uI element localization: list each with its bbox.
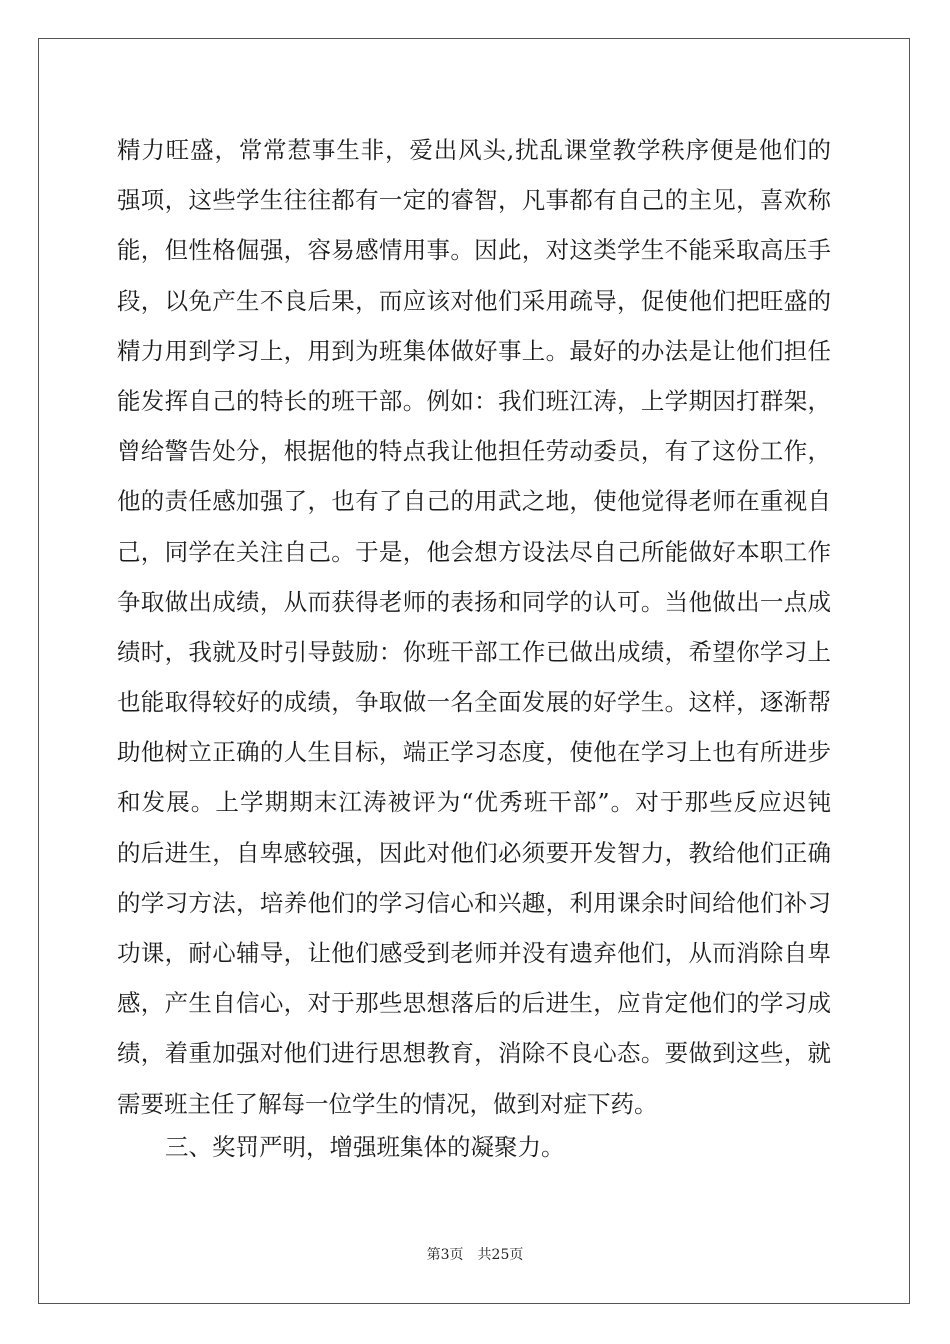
paragraph-line: 和发展。上学期期末江涛被评为“优秀班干部”。对于那些反应迟钝 — [117, 788, 831, 817]
paragraph-line: 能，但性格倔强，容易感情用事。因此，对这类学生不能采取高压手 — [117, 236, 831, 265]
paragraph-line: 能发挥自己的特长的班干部。例如：我们班江涛，上学期因打群架， — [117, 386, 831, 415]
paragraph-line: 绩时，我就及时引导鼓励：你班干部工作已做出成绩，希望你学习上 — [117, 637, 831, 666]
paragraph-line: 也能取得较好的成绩，争取做一名全面发展的好学生。这样，逐渐帮 — [117, 688, 831, 717]
paragraph-line: 强项，这些学生往往都有一定的睿智，凡事都有自己的主见，喜欢称 — [117, 186, 831, 215]
body-paragraph — [117, 125, 831, 1129]
section-heading: 三、奖罚严明，增强班集体的凝聚力。 — [165, 1133, 565, 1161]
paragraph-line: 助他树立正确的人生目标，端正学习态度，使他在学习上也有所进步 — [117, 738, 831, 767]
page-total: 共25页 — [477, 1247, 524, 1263]
paragraph-line: 争取做出成绩，从而获得老师的表扬和同学的认可。当他做出一点成 — [117, 587, 831, 616]
paragraph-line: 己，同学在关注自己。于是，他会想方设法尽自己所能做好本职工作 — [117, 537, 831, 566]
page-number: 第3页 — [426, 1247, 464, 1263]
paragraph-line: 需要班主任了解每一位学生的情况，做到对症下药。 — [117, 1089, 658, 1118]
paragraph-line: 的学习方法，培养他们的学习信心和兴趣，利用课余时间给他们补习 — [117, 888, 831, 917]
paragraph-line: 精力用到学习上，用到为班集体做好事上。最好的办法是让他们担任 — [117, 336, 831, 365]
paragraph-line: 他的责任感加强了，也有了自己的用武之地，使他觉得老师在重视自 — [117, 487, 831, 516]
paragraph-line: 功课，耐心辅导，让他们感受到老师并没有遗弃他们，从而消除自卑 — [117, 939, 831, 967]
paragraph-line: 的后进生，自卑感较强，因此对他们必须要开发智力，教给他们正确 — [117, 838, 831, 867]
page-footer — [0, 1244, 950, 1264]
paragraph-line: 精力旺盛，常常惹事生非，爱出风头,扰乱课堂教学秩序便是他们的 — [117, 136, 831, 164]
paragraph-line: 段，以免产生不良后果，而应该对他们采用疏导，促使他们把旺盛的 — [117, 286, 831, 315]
paragraph-line: 感，产生自信心，对于那些思想落后的后进生，应肯定他们的学习成 — [117, 989, 831, 1018]
paragraph-line: 曾给警告处分，根据他的特点我让他担任劳动委员，有了这份工作， — [117, 437, 831, 466]
paragraph-line: 绩，着重加强对他们进行思想教育，消除不良心态。要做到这些，就 — [117, 1039, 831, 1068]
